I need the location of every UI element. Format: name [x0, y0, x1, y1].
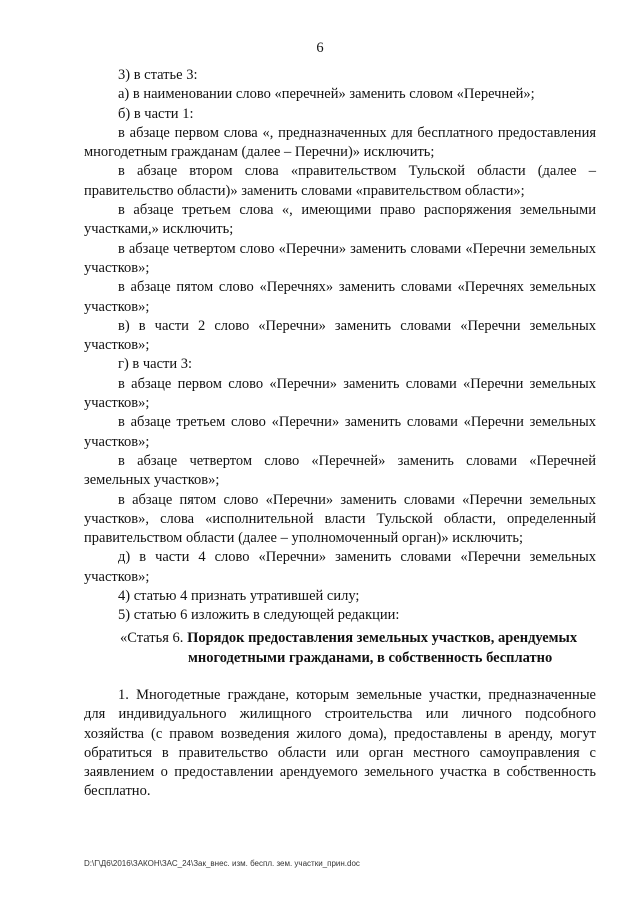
article-title-line1: Порядок предоставления земельных участков, арендуемых — [187, 630, 578, 646]
paragraph: 4) статью 4 признать утратившей силу; — [118, 588, 360, 605]
paragraph: в абзаце втором слова «правительством Тульской области (далее – правительство области)» заменить словами «правительством области»; — [84, 163, 596, 199]
article-prefix: «Статья 6. — [120, 630, 184, 646]
page-number: 6 — [316, 40, 324, 56]
paragraph: в абзаце пятом слово «Перечнях» заменить словами «Перечнях земельных участков»; — [84, 279, 596, 315]
paragraph: в абзаце третьем слова «, имеющими право распоряжения земельными участками,» исключить; — [84, 202, 596, 238]
paragraph: в абзаце первом слова «, предназначенных для бесплатного предоставления многодетным гражданам (далее – Перечни)» исключить; — [84, 124, 596, 161]
paragraph: а) в наименовании слово «перечней» заменить словом «Перечней»; — [118, 86, 535, 103]
article-heading — [120, 629, 596, 668]
article-clause-1: 1. Многодетные граждане, которым земельные участки, предназначенные для индивидуального жилищного строительства или личного подсобного хозяйства (с правом возведения жилого дома), предоставлены в аренду, могут обратиться в правительство области или орган местного самоуправления с заявлением о предоставлении арендуемого земельного участка в собственность бесплатно. — [84, 687, 596, 800]
file-path-footer: D:\Г\Д6\2016\ЗАКОН\ЗАС_24\Зак_внес. изм. беспл. зем. участки_прин.doc — [84, 859, 360, 868]
paragraph: д) в части 4 слово «Перечни» заменить словами «Перечни земельных участков»; — [84, 549, 596, 585]
paragraph: 5) статью 6 изложить в следующей редакции: — [118, 607, 400, 624]
paragraph: в абзаце первом слово «Перечни» заменить словами «Перечни земельных участков»; — [84, 375, 596, 412]
paragraph: в абзаце четвертом слово «Перечней» заменить словами «Перечней земельных участков»; — [84, 452, 596, 489]
paragraph: 3) в статье 3: — [118, 67, 198, 83]
amendments-text — [84, 66, 596, 626]
paragraph: г) в части 3: — [118, 356, 193, 373]
article-title-line2: многодетными гражданами, в собственность бесплатно — [188, 649, 553, 666]
paragraph: в абзаце третьем слово «Перечни» заменить словами «Перечни земельных участков»; — [84, 414, 596, 450]
paragraph: в абзаце пятом слово «Перечни» заменить словами «Перечни земельных участков», слова «исполнительной власти Тульской области, определенный правительством области (далее – уполномоченный орган)» исключить; — [84, 491, 596, 547]
paragraph: б) в части 1: — [118, 105, 194, 122]
paragraph: в абзаце четвертом слово «Перечни» заменить словами «Перечни земельных участков»; — [84, 240, 596, 276]
paragraph: в) в части 2 слово «Перечни» заменить словами «Перечни земельных участков»; — [84, 317, 596, 354]
